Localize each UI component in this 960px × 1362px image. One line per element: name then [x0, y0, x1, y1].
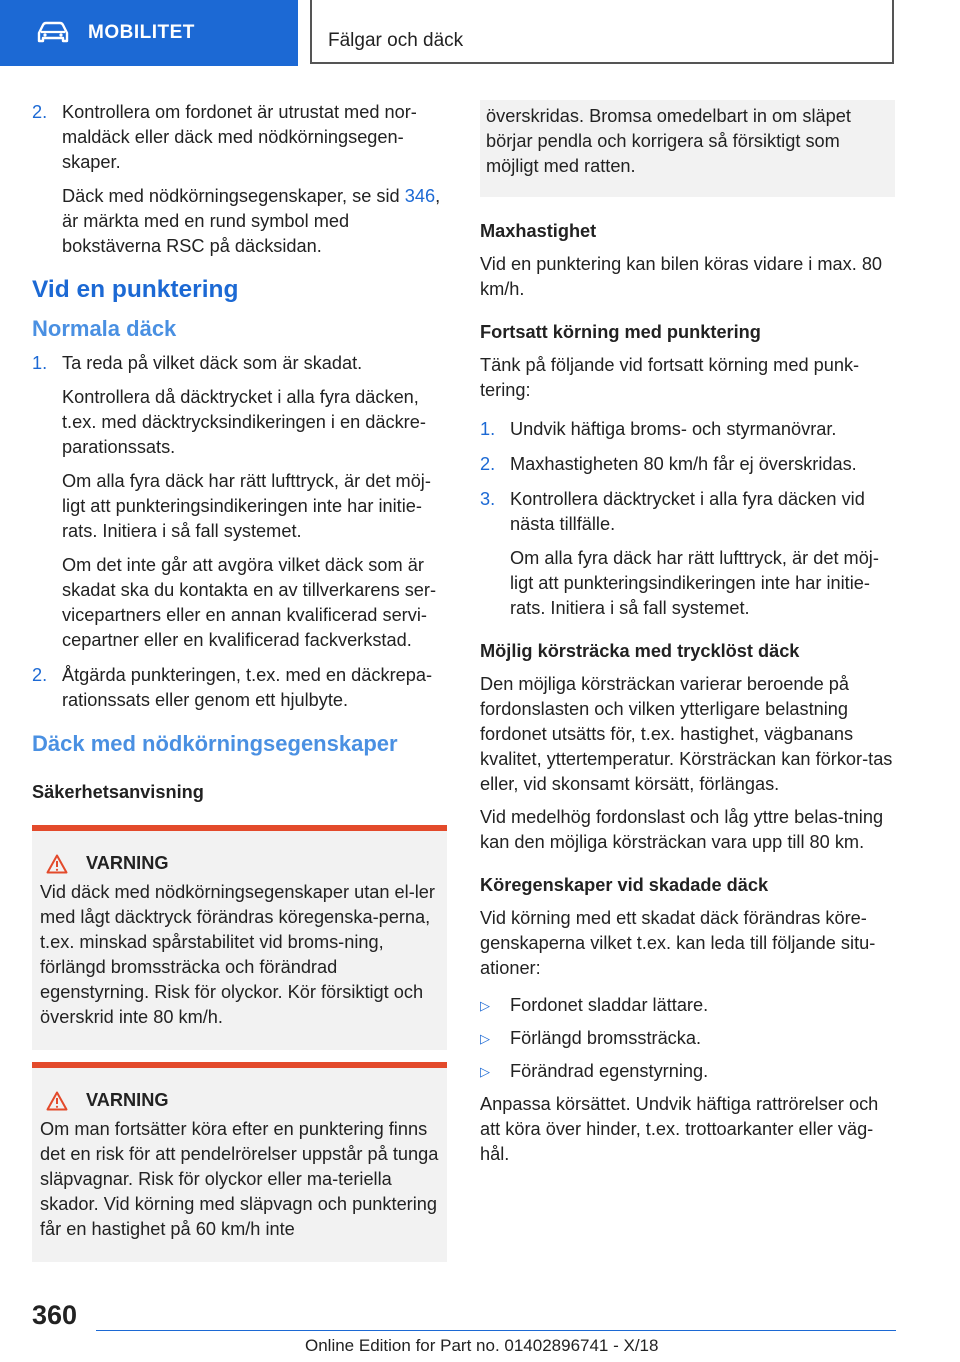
list-item	[32, 663, 447, 713]
page-link[interactable]: 346	[404, 186, 436, 206]
topic-heading: Köregenskaper vid skadade däck	[480, 875, 769, 895]
triangle-bullet-icon: ▷	[480, 998, 490, 1013]
subsection-heading: Däck med nödkörningsegenskaper	[32, 731, 398, 756]
warning-label: VARNING	[86, 853, 169, 873]
footer-divider	[96, 1330, 896, 1331]
warning-text: överskridas. Bromsa omedelbart in om släpet börjar pendla och korrigera så försiktigt som möjligt med ratten.	[486, 106, 851, 176]
subsection-heading: Normala däck	[32, 316, 177, 341]
paragraph: Kontrollera då däcktrycket i alla fyra däcken, t.ex. med däcktrycksindikeringen i en däckre-parationssats.	[62, 387, 426, 457]
paragraph: Kontrollera däcktrycket i alla fyra däcken vid nästa tillfälle.	[510, 489, 865, 534]
paragraph	[62, 184, 447, 259]
paragraph: Ta reda på vilket däck som är skadat.	[62, 353, 363, 373]
list-item	[480, 993, 895, 1018]
chapter-tab[interactable]	[0, 0, 298, 66]
triangle-bullet-icon: ▷	[480, 1064, 490, 1079]
warning-text: Vid däck med nödkörningsegenskaper utan el-ler med lågt däcktryck förändras köregenska-perna, t.ex. minskad spårstabilitet vid broms-ning, förlängd bromssträcka och förändrad egenstyrning. Risk för olyckor. Kör försiktigt och överskrid inte 80 km/h.	[40, 882, 435, 1027]
warning-label: VARNING	[86, 1090, 169, 1110]
edition-text: Online Edition for Part no. 01402896741 - X/18	[305, 1336, 659, 1355]
left-column	[32, 100, 447, 1262]
section-heading: Vid en punktering	[32, 276, 239, 303]
bullet-text: Förlängd bromssträcka.	[510, 1028, 702, 1048]
section-title: Fälgar och däck	[328, 30, 464, 51]
page-header	[0, 0, 960, 66]
paragraph: Vid medelhög fordonslast och låg yttre belas-tning kan den möjliga körsträckan vara upp till 80 km.	[480, 807, 884, 852]
paragraph: Om alla fyra däck har rätt lufttryck, är det möj-ligt att punkteringsindikeringen inte har initie-rats. Initiera i så fall systemet.	[62, 471, 431, 541]
paragraph: Den möjliga körsträckan varierar beroende på fordonslasten och vilken ytterligare belastning fordonet utsätts för, t.ex. hastighet, vägbanans kvalitet, yttertemperatur. Körsträckan kan förkor-tas eller, vid skonsamt körsätt, förlängas.	[480, 674, 893, 794]
paragraph: Åtgärda punkteringen, t.ex. med en däckrepa-rationssats eller genom ett hjulbyte.	[62, 665, 433, 710]
list-number: 2.	[480, 454, 496, 474]
paragraph: Vid en punktering kan bilen köras vidare i max. 80 km/h.	[480, 254, 883, 299]
paragraph: Om alla fyra däck har rätt lufttryck, är det möj-ligt att punkteringsindikeringen inte har initie-rats. Initiera i så fall systemet.	[510, 548, 879, 618]
paragraph: Anpassa körsättet. Undvik häftiga rattrörelser och att köra över hinder, t.ex. trottoarkanter eller väg-hål.	[480, 1094, 879, 1164]
list-item	[32, 351, 447, 653]
section-tab[interactable]	[310, 0, 894, 64]
list-item	[480, 1059, 895, 1084]
list-item	[480, 452, 895, 477]
chapter-title: MOBILITET	[88, 22, 195, 43]
paragraph: Kontrollera om fordonet är utrustat med nor-maldäck eller däck med nödkörningsegen-skaper.	[62, 102, 417, 172]
warning-box	[32, 825, 447, 1050]
list-item	[480, 417, 895, 442]
topic-heading: Maxhastighet	[480, 221, 597, 241]
warning-triangle-icon	[46, 1091, 68, 1111]
warning-title	[40, 1088, 439, 1113]
warning-box	[32, 1062, 447, 1262]
list-item	[480, 487, 895, 621]
page-number: 360	[32, 1300, 78, 1330]
paragraph: Vid körning med ett skadat däck förändras köre-genskaperna vilket t.ex. kan leda till följande situ-ationer:	[480, 908, 876, 978]
warning-continuation	[480, 100, 895, 197]
paragraph: Maxhastigheten 80 km/h får ej överskridas.	[510, 454, 857, 474]
paragraph: Tänk på följande vid fortsatt körning med punk-tering:	[480, 355, 860, 400]
safety-heading: Säkerhetsanvisning	[32, 782, 204, 802]
topic-heading: Fortsatt körning med punktering	[480, 322, 761, 342]
right-column	[480, 100, 895, 1175]
list-item	[480, 1026, 895, 1051]
list-number: 1.	[480, 419, 496, 439]
list-number: 2.	[32, 102, 48, 122]
triangle-bullet-icon: ▷	[480, 1031, 490, 1046]
car-icon	[36, 21, 70, 45]
paragraph: Om det inte går att avgöra vilket däck som är skadat ska du kontakta en av tillverkarens ser-vicepartners eller en annan kvalificerad servi-cepartner eller en kvalificerad fackverkstad.	[62, 555, 437, 650]
text: , är märkta med en rund symbol med bokstäverna RSC på däcksidan.	[62, 186, 441, 256]
list-number: 3.	[480, 489, 496, 509]
paragraph: Undvik häftiga broms- och styrmanövrar.	[510, 419, 837, 439]
warning-title	[40, 851, 439, 876]
list-item	[32, 100, 447, 259]
warning-text: Om man fortsätter köra efter en punktering finns det en risk för att pendelrörelser uppstår på tunga släpvagnar. Risk för olyckor eller ma-teriella skador. Vid körning med släpvagn och punktering får en hastighet på 60 km/h inte	[40, 1119, 439, 1239]
topic-heading: Möjlig körsträcka med trycklöst däck	[480, 641, 800, 661]
text: Däck med nödkörningsegenskaper, se sid	[62, 186, 405, 206]
list-number: 2.	[32, 665, 48, 685]
bullet-text: Förändrad egenstyrning.	[510, 1061, 709, 1081]
bullet-text: Fordonet sladdar lättare.	[510, 995, 709, 1015]
list-number: 1.	[32, 353, 48, 373]
warning-triangle-icon	[46, 854, 68, 874]
